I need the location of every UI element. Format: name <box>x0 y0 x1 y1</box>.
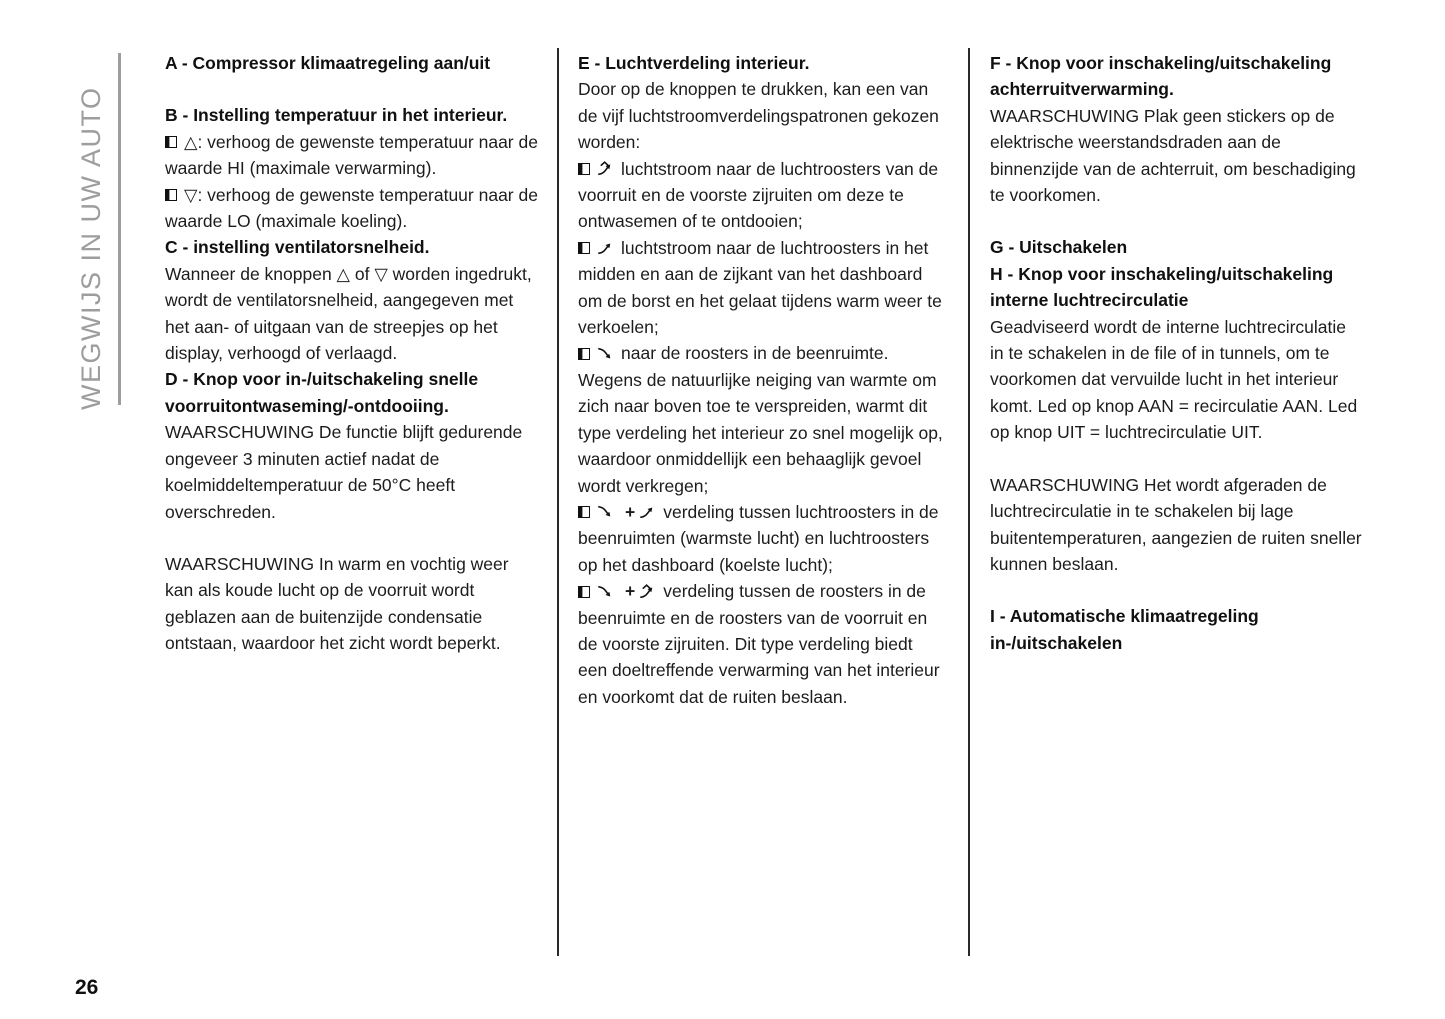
square-bullet-icon <box>578 348 590 360</box>
face-vent-icon <box>639 504 658 520</box>
section-heading-f: F - Knop voor inschakeling/uitschakeling achterruitverwarming. <box>990 53 1332 100</box>
warning-paragraph: WAARSCHUWING De functie blijft gedurende ongeveer 3 minuten actief nadat de koelmiddeltemperatuur de 50°C heeft overschreden. <box>165 422 523 522</box>
square-bullet-icon <box>578 163 590 175</box>
list-item-text: △: verhoog de gewenste temperatuur naar de waarde HI (maximale verwarming). <box>165 131 538 179</box>
square-bullet-icon <box>165 189 177 201</box>
plus-sign: + <box>625 501 636 522</box>
list-item-text: naar de roosters in de beenruimte. Wegens de natuurlijke neiging van warmte om zich naar boven toe te verspreiden, warmt dit type verdeling het interieur zo snel mogelijk op, waardoor onmiddellijk een behaaglijk gevoel wordt verkregen; <box>578 343 943 496</box>
list-item <box>165 129 539 182</box>
warning-paragraph: WAARSCHUWING Het wordt afgeraden de luchtrecirculatie in te schakelen bij lage buitentemperaturen, aangezien de ruiten sneller kunnen beslaan. <box>990 474 1362 574</box>
windshield-vent-icon <box>597 161 616 177</box>
floor-vent-icon <box>597 504 616 520</box>
sidebar-rule <box>118 53 121 405</box>
section-heading-e: E - Luchtverdeling interieur. <box>578 53 810 73</box>
column-1 <box>165 50 539 657</box>
section-heading-g: G - Uitschakelen <box>990 237 1128 258</box>
plus-sign: + <box>625 581 636 602</box>
list-item-text: ▽: verhoog de gewenste temperatuur naar de waarde LO (maximale koeling). <box>165 184 538 232</box>
list-item <box>165 182 539 235</box>
section-heading-c: C - instelling ventilatorsnelheid. <box>165 237 430 258</box>
chapter-sidebar-label: WEGWIJS IN UW AUTO <box>76 86 106 410</box>
list-item-text: verdeling tussen de roosters in de beenruimte en de roosters van de voorruit en de voorste zijruiten. Dit type verdeling biedt een doeltreffende verwarming van het interieur en voorkomt dat de ruiten beslaan. <box>578 581 940 707</box>
list-item-text: luchtstroom naar de luchtroosters van de voorruit en de voorste zijruiten om deze te ontwasemen of te ontdooien; <box>578 158 939 232</box>
paragraph: Wanneer de knoppen △ of ▽ worden ingedrukt, wordt de ventilatorsnelheid, aangegeven met het aan- of uitgaan van de streepjes op het display, verhoogd of verlaagd. <box>165 263 532 364</box>
page-number: 26 <box>75 976 99 999</box>
paragraph: Geadviseerd wordt de interne luchtrecirculatie in te schakelen in de file of in tunnels, om te voorkomen dat vervuilde lucht in het interieur komt. Led op knop AAN = recirculatie AAN. Led op knop UIT = luchtrecirculatie UIT. <box>990 316 1358 443</box>
list-item <box>578 235 946 341</box>
list-item <box>578 499 946 578</box>
face-vent-icon <box>597 240 616 256</box>
section-heading-a: A - Compressor klimaatregeling aan/uit <box>165 53 491 73</box>
list-item-text: luchtstroom naar de luchtroosters in het midden en aan de zijkant van het dashboard om de borst en het gelaat tijdens warm weer te verkoelen; <box>578 237 942 338</box>
section-heading-d: D - Knop voor in-/uitschakeling snelle voorruitontwaseming/-ontdooiing. <box>165 369 479 416</box>
square-bullet-icon <box>578 586 590 598</box>
column-divider <box>557 48 559 956</box>
windshield-vent-icon <box>639 584 658 600</box>
warning-paragraph: WAARSCHUWING Plak geen stickers op de elektrische weerstandsdraden aan de binnenzijde van de achterruit, om beschadiging te voorkomen. <box>990 105 1356 206</box>
list-item-text: verdeling tussen luchtroosters in de beenruimten (warmste lucht) en luchtroosters op het dashboard (koelste lucht); <box>578 501 939 575</box>
floor-vent-icon <box>597 584 616 600</box>
square-bullet-icon <box>578 506 590 518</box>
square-bullet-icon <box>165 136 177 148</box>
list-item <box>578 340 946 498</box>
column-3 <box>990 50 1364 656</box>
list-item <box>578 156 946 235</box>
section-heading-b: B - Instelling temperatuur in het interieur. <box>165 105 508 126</box>
square-bullet-icon <box>578 242 590 254</box>
warning-paragraph: WAARSCHUWING In warm en vochtig weer kan als koude lucht op de voorruit wordt geblazen aan de buitenzijde condensatie ontstaan, waardoor het zicht wordt beperkt. <box>165 553 509 654</box>
list-item <box>578 578 946 710</box>
floor-vent-icon <box>597 346 616 362</box>
paragraph: Door op de knoppen te drukken, kan een van de vijf luchtstroomverdelingspatronen gekozen worden: <box>578 79 939 153</box>
section-heading-h: H - Knop voor inschakeling/uitschakeling interne luchtrecirculatie <box>990 263 1334 311</box>
column-2 <box>578 50 946 710</box>
section-heading-i: I - Automatische klimaatregeling in-/uitschakelen <box>990 606 1259 653</box>
column-divider <box>968 48 970 956</box>
